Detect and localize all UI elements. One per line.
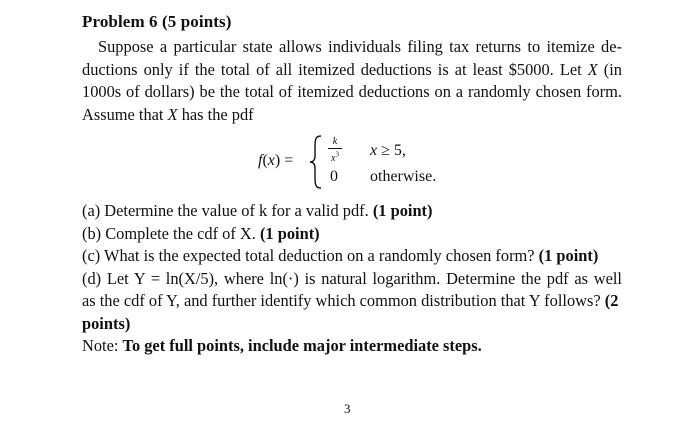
- intro-line-2: ductions only if the total of all itemized deductions is at least $5000. Let X (in: [82, 59, 622, 79]
- part-a: (a) Determine the value of k for a valid pdf. (1 point): [82, 201, 433, 220]
- formula-lhs: f(x) =: [258, 152, 294, 169]
- problem-heading: Problem 6 (5 points): [82, 12, 232, 31]
- formula-fraction: k $x^3$: [328, 136, 342, 164]
- part-c: (c) What is the expected total deduction on a randomly chosen form? (1 point): [82, 246, 599, 265]
- part-b: (b) Complete the cdf of X. (1 point): [82, 223, 320, 243]
- intro-line-4: Assume that X has the pdf: [82, 104, 254, 124]
- part-d-line-2: as the cdf of Y, and further identify which common distribution that Y follows? (2: [82, 291, 619, 310]
- intro-line-3: 1000s of dollars) be the total of itemized deductions on a randomly chosen form.: [82, 82, 622, 101]
- problem-intro: [82, 36, 622, 126]
- problem-parts: [82, 200, 622, 358]
- part-d-line-1: (d) Let Y = ln(X/5), where ln(·) is natural logarithm. Determine the pdf as well: [82, 268, 622, 288]
- formula-zero: 0: [330, 168, 338, 185]
- left-brace-icon: [308, 134, 324, 190]
- formula-otherwise: otherwise.: [370, 168, 437, 185]
- page-number: 3: [344, 401, 351, 416]
- intro-line-1: Suppose a particular state allows individuals filing tax returns to itemize de-: [98, 37, 622, 56]
- pdf-formula: [258, 132, 508, 192]
- note: Note: To get full points, include major intermediate steps.: [82, 336, 482, 355]
- part-d-points: points): [82, 313, 131, 333]
- formula-condition: x ≥ 5,: [370, 142, 406, 159]
